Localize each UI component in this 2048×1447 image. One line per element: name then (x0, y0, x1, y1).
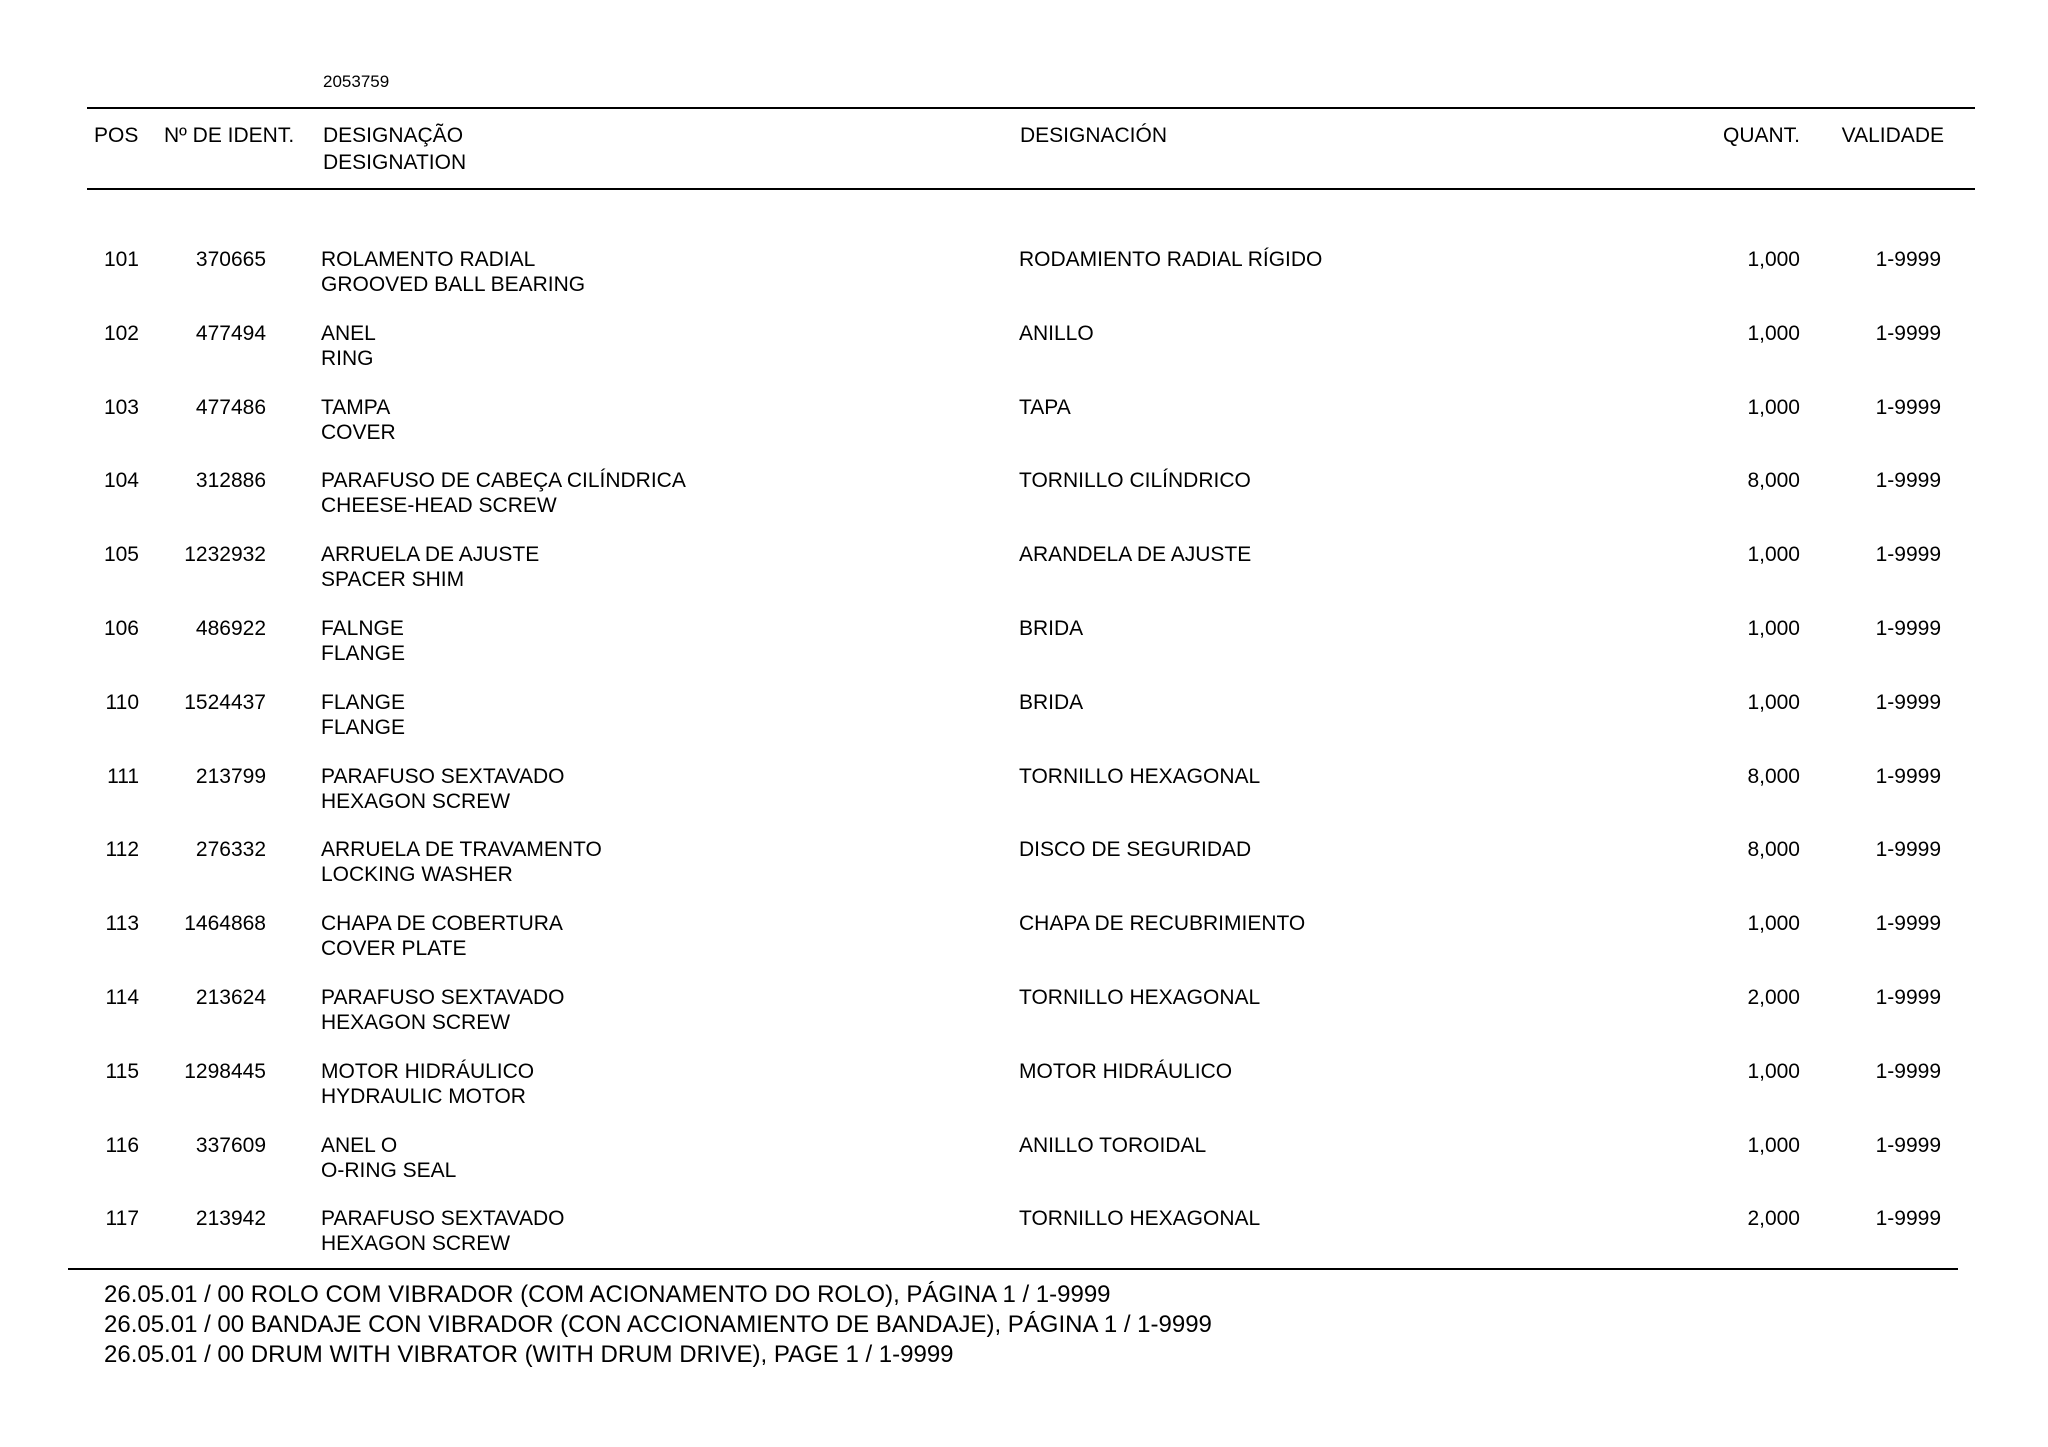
row-validity: 1-9999 (1875, 543, 1941, 567)
row-designation-es: RODAMIENTO RADIAL RÍGIDO (1019, 248, 1323, 271)
row-designation-en: CHEESE-HEAD SCREW (321, 494, 557, 518)
footer-line-en: 26.05.01 / 00 DRUM WITH VIBRATOR (WITH DRUM DRIVE), PAGE 1 / 1-9999 (104, 1341, 954, 1368)
row-designation-pt: PARAFUSO SEXTAVADO (321, 1207, 565, 1231)
row-designation-pt: MOTOR HIDRÁULICO (321, 1059, 535, 1083)
row-designation-en: RING (321, 346, 374, 370)
table-row (0, 1059, 2048, 1133)
column-header-pos: POS (94, 124, 139, 147)
row-designation-es: DISCO DE SEGURIDAD (1019, 838, 1252, 862)
row-validity: 1-9999 (1875, 1207, 1941, 1231)
row-pos: 115 (105, 1059, 139, 1083)
row-quantity: 8,000 (1747, 838, 1800, 862)
footer-line-es: 26.05.01 / 00 BANDAJE CON VIBRADOR (CON ACCIONAMIENTO DE BANDAJE), PÁGINA 1 / 1-9999 (104, 1311, 1212, 1338)
row-quantity: 8,000 (1747, 469, 1800, 493)
row-designation-en: HEXAGON SCREW (321, 1232, 511, 1256)
row-pos: 105 (103, 543, 139, 567)
row-pos: 114 (105, 985, 139, 1009)
row-validity: 1-9999 (1875, 838, 1941, 862)
row-pos: 101 (103, 248, 139, 271)
row-validity: 1-9999 (1875, 764, 1941, 788)
table-row (0, 468, 2048, 542)
header-top-rule (87, 107, 1975, 109)
row-designation-es: TORNILLO HEXAGONAL (1019, 985, 1261, 1009)
row-quantity: 1,000 (1747, 321, 1800, 345)
row-designation-pt: ARRUELA DE AJUSTE (321, 543, 540, 567)
row-designation-en: HYDRAULIC MOTOR (321, 1084, 526, 1108)
table-row (0, 321, 2048, 395)
column-header-designacao: DESIGNAÇÃO (323, 124, 464, 147)
row-pos: 111 (107, 764, 139, 788)
row-quantity: 8,000 (1747, 764, 1800, 788)
row-pos: 116 (105, 1133, 139, 1157)
table-row (0, 395, 2048, 469)
row-designation-en: GROOVED BALL BEARING (321, 273, 586, 296)
page-footer (104, 1280, 1212, 1370)
table-row (0, 247, 2048, 321)
row-designation-es: CHAPA DE RECUBRIMIENTO (1019, 912, 1306, 936)
row-ident: 1298445 (184, 1059, 266, 1083)
row-designation-es: ANILLO (1019, 321, 1094, 345)
table-row (0, 616, 2048, 690)
row-ident: 213942 (195, 1207, 266, 1231)
row-ident: 1232932 (184, 543, 266, 567)
column-header-designation (323, 122, 466, 176)
row-quantity: 2,000 (1747, 1207, 1800, 1231)
column-header-designation-en: DESIGNATION (323, 151, 467, 174)
row-designation-pt: PARAFUSO SEXTAVADO (321, 985, 565, 1009)
footer-line-pt: 26.05.01 / 00 ROLO COM VIBRADOR (COM ACIONAMENTO DO ROLO), PÁGINA 1 / 1-9999 (104, 1281, 1111, 1308)
row-designation-es: BRIDA (1019, 616, 1084, 640)
column-header-quant: QUANT. (1722, 124, 1800, 147)
table-row (0, 985, 2048, 1059)
row-ident: 486922 (195, 616, 266, 640)
column-header-designacion: DESIGNACIÓN (1020, 124, 1168, 147)
document-number: 2053759 (323, 72, 390, 91)
header-bottom-rule (87, 188, 1975, 190)
row-designation-en: O-RING SEAL (321, 1158, 457, 1182)
row-pos: 117 (105, 1207, 139, 1231)
row-ident: 213624 (195, 985, 266, 1009)
row-quantity: 2,000 (1747, 985, 1800, 1009)
row-designation-es: TORNILLO HEXAGONAL (1019, 1207, 1261, 1231)
parts-table (0, 247, 2048, 1280)
row-ident: 1524437 (184, 690, 266, 714)
row-validity: 1-9999 (1875, 1059, 1941, 1083)
row-quantity: 1,000 (1747, 912, 1800, 936)
row-designation-es: TORNILLO HEXAGONAL (1019, 764, 1261, 788)
row-pos: 106 (103, 616, 139, 640)
row-quantity: 1,000 (1747, 1059, 1800, 1083)
row-designation-es: MOTOR HIDRÁULICO (1019, 1059, 1233, 1083)
column-header-ident: Nº DE IDENT. (164, 124, 295, 147)
row-designation-pt: PARAFUSO SEXTAVADO (321, 764, 565, 788)
row-validity: 1-9999 (1875, 912, 1941, 936)
row-validity: 1-9999 (1875, 321, 1941, 345)
row-designation-en: COVER (321, 420, 396, 444)
row-ident: 370665 (195, 248, 266, 271)
row-ident: 276332 (195, 838, 266, 862)
row-validity: 1-9999 (1875, 469, 1941, 493)
table-row (0, 837, 2048, 911)
row-designation-es: ANILLO TOROIDAL (1019, 1133, 1207, 1157)
row-quantity: 1,000 (1747, 690, 1800, 714)
row-validity: 1-9999 (1875, 690, 1941, 714)
table-row (0, 690, 2048, 764)
row-pos: 110 (105, 690, 139, 714)
row-designation-en: HEXAGON SCREW (321, 1010, 511, 1034)
row-pos: 102 (103, 321, 139, 345)
table-row (0, 1133, 2048, 1207)
table-row (0, 911, 2048, 985)
row-ident: 1464868 (184, 912, 266, 936)
row-designation-pt: FLANGE (321, 690, 406, 714)
row-designation-pt: ROLAMENTO RADIAL (321, 248, 536, 271)
row-designation-en: LOCKING WASHER (321, 863, 513, 887)
row-pos: 103 (103, 395, 139, 419)
row-ident: 312886 (195, 469, 266, 493)
row-designation-pt: ANEL (321, 321, 376, 345)
row-designation-es: TORNILLO CILÍNDRICO (1019, 469, 1251, 493)
row-designation-pt: ARRUELA DE TRAVAMENTO (321, 838, 602, 862)
row-quantity: 1,000 (1747, 395, 1800, 419)
row-designation-es: BRIDA (1019, 690, 1084, 714)
row-validity: 1-9999 (1875, 1133, 1941, 1157)
row-pos: 104 (103, 469, 139, 493)
row-ident: 477494 (195, 321, 266, 345)
row-quantity: 1,000 (1747, 1133, 1800, 1157)
row-designation-en: HEXAGON SCREW (321, 789, 511, 813)
row-ident: 213799 (195, 764, 266, 788)
row-pos: 113 (105, 912, 139, 936)
row-validity: 1-9999 (1875, 395, 1941, 419)
row-quantity: 1,000 (1747, 543, 1800, 567)
row-designation-en: FLANGE (321, 641, 406, 665)
table-row (0, 764, 2048, 838)
row-designation-es: ARANDELA DE AJUSTE (1019, 543, 1252, 567)
row-validity: 1-9999 (1875, 616, 1941, 640)
row-designation-pt: TAMPA (321, 395, 391, 419)
column-header-validade: VALIDADE (1841, 124, 1944, 147)
row-validity: 1-9999 (1875, 985, 1941, 1009)
row-quantity: 1,000 (1747, 616, 1800, 640)
table-bottom-rule (68, 1268, 1958, 1270)
row-pos: 112 (105, 838, 139, 862)
row-validity: 1-9999 (1875, 248, 1941, 271)
row-designation-en: SPACER SHIM (321, 568, 465, 592)
row-designation-pt: PARAFUSO DE CABEÇA CILÍNDRICA (321, 469, 686, 493)
row-designation-es: TAPA (1019, 395, 1071, 419)
row-designation-pt: FALNGE (321, 616, 404, 640)
row-designation-en: COVER PLATE (321, 937, 467, 961)
row-quantity: 1,000 (1747, 248, 1800, 271)
table-row (0, 542, 2048, 616)
row-ident: 477486 (195, 395, 266, 419)
row-designation-pt: ANEL O (321, 1133, 398, 1157)
row-designation-pt: CHAPA DE COBERTURA (321, 912, 563, 936)
row-designation-en: FLANGE (321, 715, 406, 739)
row-ident: 337609 (195, 1133, 266, 1157)
